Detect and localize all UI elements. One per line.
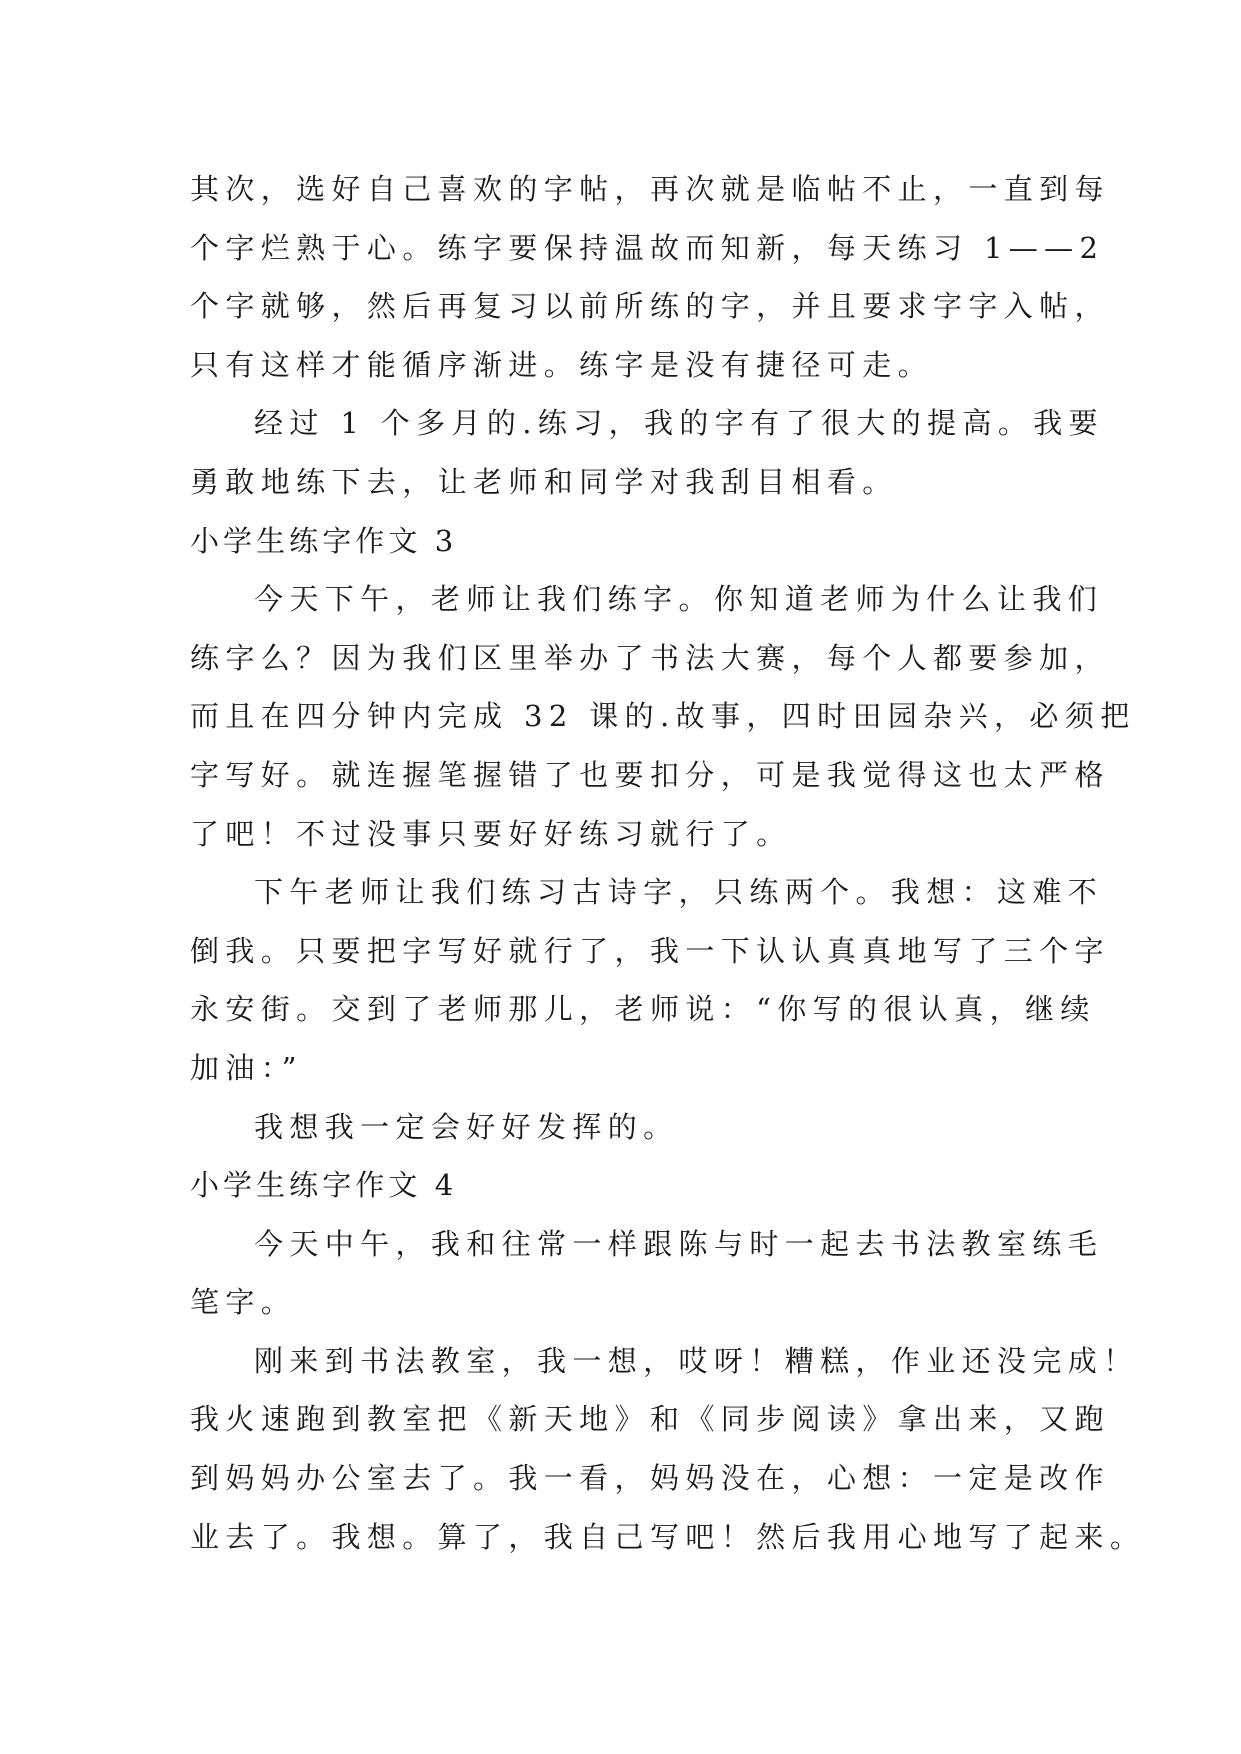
text-line: 勇敢地练下去，让老师和同学对我刮目相看。 <box>190 464 898 499</box>
text-line: 笔字。 <box>190 1285 297 1320</box>
text-line: 永安街。交到了老师那儿，老师说：“你写的很认真，继续 <box>190 992 1096 1027</box>
paragraph-first-line: 我想我一定会好好发挥的。 <box>254 1109 679 1144</box>
text-line: 只有这样才能循序渐进。练字是没有捷径可走。 <box>190 347 933 382</box>
text-line: 我火速跑到教室把《新天地》和《同步阅读》拿出来，又跑 <box>190 1402 1110 1437</box>
text-line: 加油：” <box>190 1050 303 1085</box>
paragraph-first-line: 刚来到书法教室，我一想，哎呀！糟糕，作业还没完成！ <box>254 1343 1139 1378</box>
paragraph-first-line: 今天中午，我和往常一样跟陈与时一起去书法教室练毛 <box>254 1226 1104 1261</box>
text-line: 业去了。我想。算了，我自己写吧！然后我用心地写了起来。 <box>190 1519 1146 1554</box>
paragraph-first-line: 今天下午，老师让我们练字。你知道老师为什么让我们 <box>254 582 1104 617</box>
text-line: 了吧！不过没事只要好好练习就行了。 <box>190 816 792 851</box>
text-line: 字写好。就连握笔握错了也要扣分，可是我觉得这也太严格 <box>190 757 1110 792</box>
paragraph-first-line: 下午老师让我们练习古诗字，只练两个。我想：这难不 <box>254 875 1104 910</box>
text-line: 而且在四分钟内完成 32 课的.故事，四时田园杂兴，必须把 <box>190 699 1136 734</box>
paragraph-first-line: 经过 1 个多月的.练习，我的字有了很大的提高。我要 <box>254 406 1104 441</box>
text-line: 到妈妈办公室去了。我一看，妈妈没在，心想：一定是改作 <box>190 1461 1110 1496</box>
essay-body <box>190 160 1146 1566</box>
text-line: 个字烂熟于心。练字要保持温故而知新，每天练习 1——2 <box>190 230 1105 265</box>
section-heading-essay-4: 小学生练字作文 4 <box>190 1168 458 1203</box>
text-line: 练字么？因为我们区里举办了书法大赛，每个人都要参加， <box>190 640 1110 675</box>
section-heading-essay-3: 小学生练字作文 3 <box>190 523 458 558</box>
text-line: 倒我。只要把字写好就行了，我一下认认真真地写了三个字 <box>190 933 1110 968</box>
text-line: 个字就够，然后再复习以前所练的字，并且要求字字入帖， <box>190 289 1110 324</box>
text-line: 其次，选好自己喜欢的字帖，再次就是临帖不止，一直到每 <box>190 172 1110 206</box>
